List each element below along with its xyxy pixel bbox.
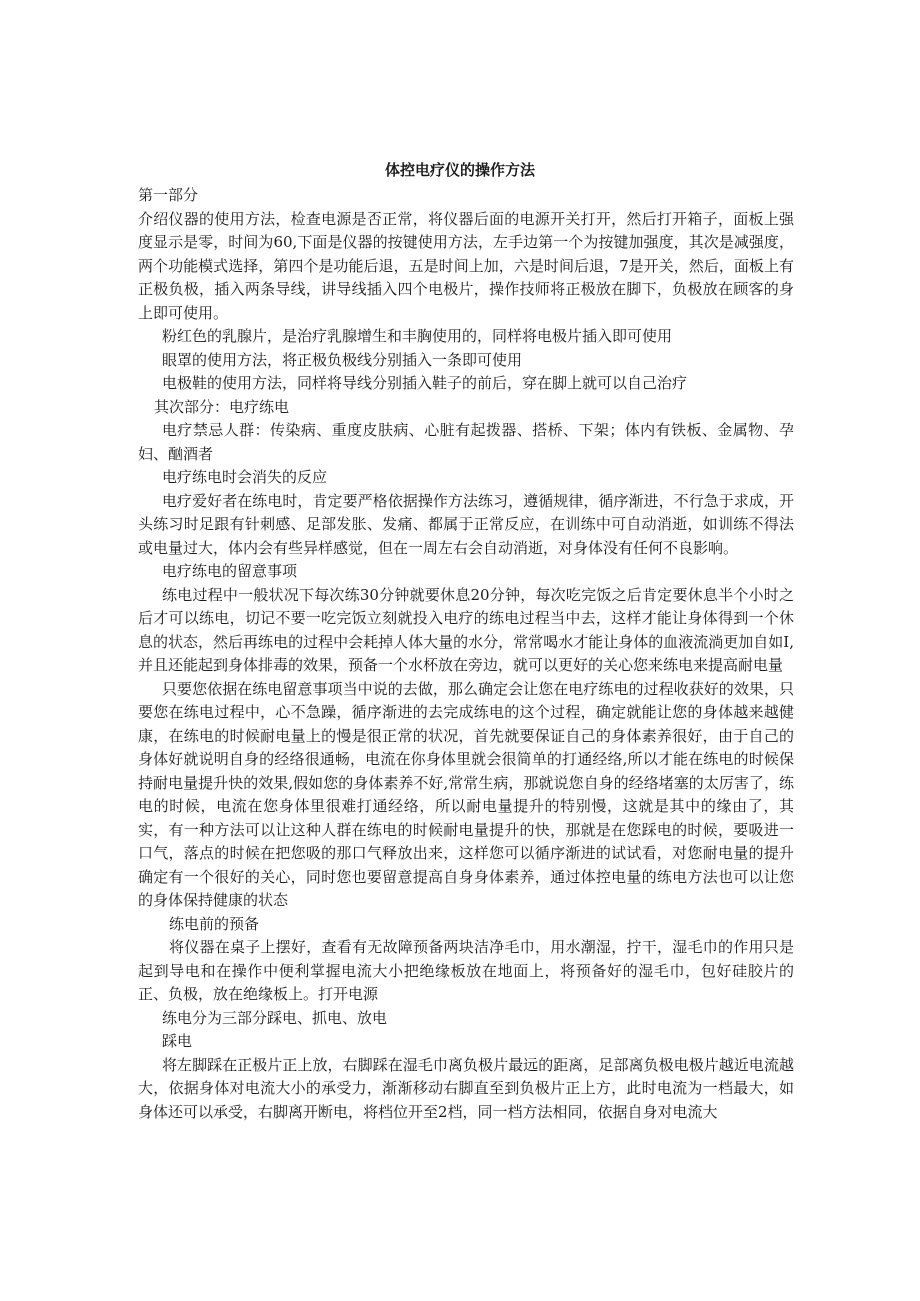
subheading-stepping: 踩电 [162,1032,193,1050]
paragraph-breast-pads: 粉红色的乳腺片，是治疗乳腺增生和丰胸使用的，同样将电极片插入即可使用 [162,327,673,345]
document-title: 体控电疗仪的操作方法 [384,161,535,179]
paragraph-preparation: 将仪器在桌子上摆好，查看有无故障预备两块洁净毛巾，用水潮湿，拧干，湿毛巾的作用只是起到导电和在操作中便利掌握电流大小把绝缘板放在地面上，将预备好的湿毛巾，包好硅胶片的正、负极，放在绝缘板上。打开电源 [138,938,794,1003]
paragraph-reactions: 电疗爱好者在练电时，肯定要严格依据操作方法练习，遵循规律，循序渐进，不行急于求成，开头练习时足跟有针刺感、足部发胀、发痛、都属于正常反应，在训练中可自动消逝，如训练不得法或电量过大，体内会有些异样感觉，但在一周左右会自动消逝，对身体没有任何不良影响。 [138,491,794,557]
paragraph-electrode-shoes: 电极鞋的使用方法，同样将导线分别插入鞋子的前后，穿在脚上就可以自己治疗 [162,374,688,392]
document-body [138,184,794,1124]
paragraph-device-usage: 介绍仪器的使用方法，检查电源是否正常，将仪器后面的电源开关打开，然后打开箱子，面板上强度显示是零，时间为60,下面是仪器的按键使用方法，左手边第一个为按键加强度，其次是减强度，两个功能模式选择，第四个是功能后退，五是时间上加，六是时间后退，7是开关，然后，面板上有正极负极，插入两条导线，讲导线插入四个电极片，操作技师将正极放在脚下，负极放在顾客的身上即可使用。 [138,209,794,322]
section-heading-part-two: 其次部分：电疗练电 [154,397,290,416]
paragraph-eye-mask: 眼罩的使用方法，将正极负极线分别插入一条即可使用 [162,350,523,369]
paragraph-precautions: 练电过程中一般状况下每次练30分钟就要休息20分钟，每次吃完饭之后肯定要休息半个小时之后才可以练电，切记不要一吃完饭立刻就投入电疗的练电过程当中去，这样才能让身体得到一个休息的状态，然后再练电的过程中会耗掉人体大量的水分，常常喝水才能让身体的血液流淌更加自如I,并且还能起到身体排毒的效果，预备一个水杯放在旁边，就可以更好的关心您来练电来提高耐电量 [138,585,794,674]
subheading-reactions: 电疗练电时会消失的反应 [162,468,328,486]
paragraph-contraindications: 电疗禁忌人群：传染病、重度皮肤病、心脏有起拨器、搭桥、下架；体内有铁板、金属物、孕妇、酗酒者 [138,421,794,463]
section-heading-part-one: 第一部分 [138,186,199,204]
paragraph-stepping: 将左脚踩在正极片正上放，右脚踩在湿毛巾离负极片最远的距离，足部离负极电极片越近电流越大，依据身体对电流大小的承受力，渐渐移动右脚直至到负极片正上方，此时电流为一档最大，如身体还可以承受，右脚离开断电，将档位开至2档，同一档方法相同，依据自身对电流大 [138,1055,794,1121]
paragraph-three-parts: 练电分为三部分踩电、抓电、放电 [162,1008,388,1027]
paragraph-tolerance-tips: 只要您依据在练电留意事项当中说的去做，那么确定会让您在电疗练电的过程收获好的效果，只要您在练电过程中，心不急躁，循序渐进的去完成练电的这个过程，确定就能让您的身体越来越健康，在练电的时候耐电量上的慢是很正常的状况，首先就要保证自己的身体素养很好，由于自己的身体好就说明自身的经络很通畅，电流在你身体里就会很简单的打通经络,所以才能在练电的时候保持耐电量提升快的效果,假如您的身体素养不好,常常生病，那就说您自身的经络堵塞的太厉害了，练电的时候，电流在您身体里很难打通经络，所以耐电量提升的特别慢，这就是其中的缘由了，其实，有一种方法可以让这种人群在练电的时候耐电量提升的快，那就是在您踩电的时候，要吸进一口气，落点的时候在把您吸的那口气释放出来，这样您可以循序渐进的试试看，对您耐电量的提升确定有一个很好的关心，同时您也要留意提高自身身体素养，通过体控电量的练电方法也可以让您的身体保持健康的状态 [138,679,794,909]
subheading-precautions: 电疗练电的留意事项 [162,562,298,580]
subheading-preparation: 练电前的预备 [169,914,260,933]
